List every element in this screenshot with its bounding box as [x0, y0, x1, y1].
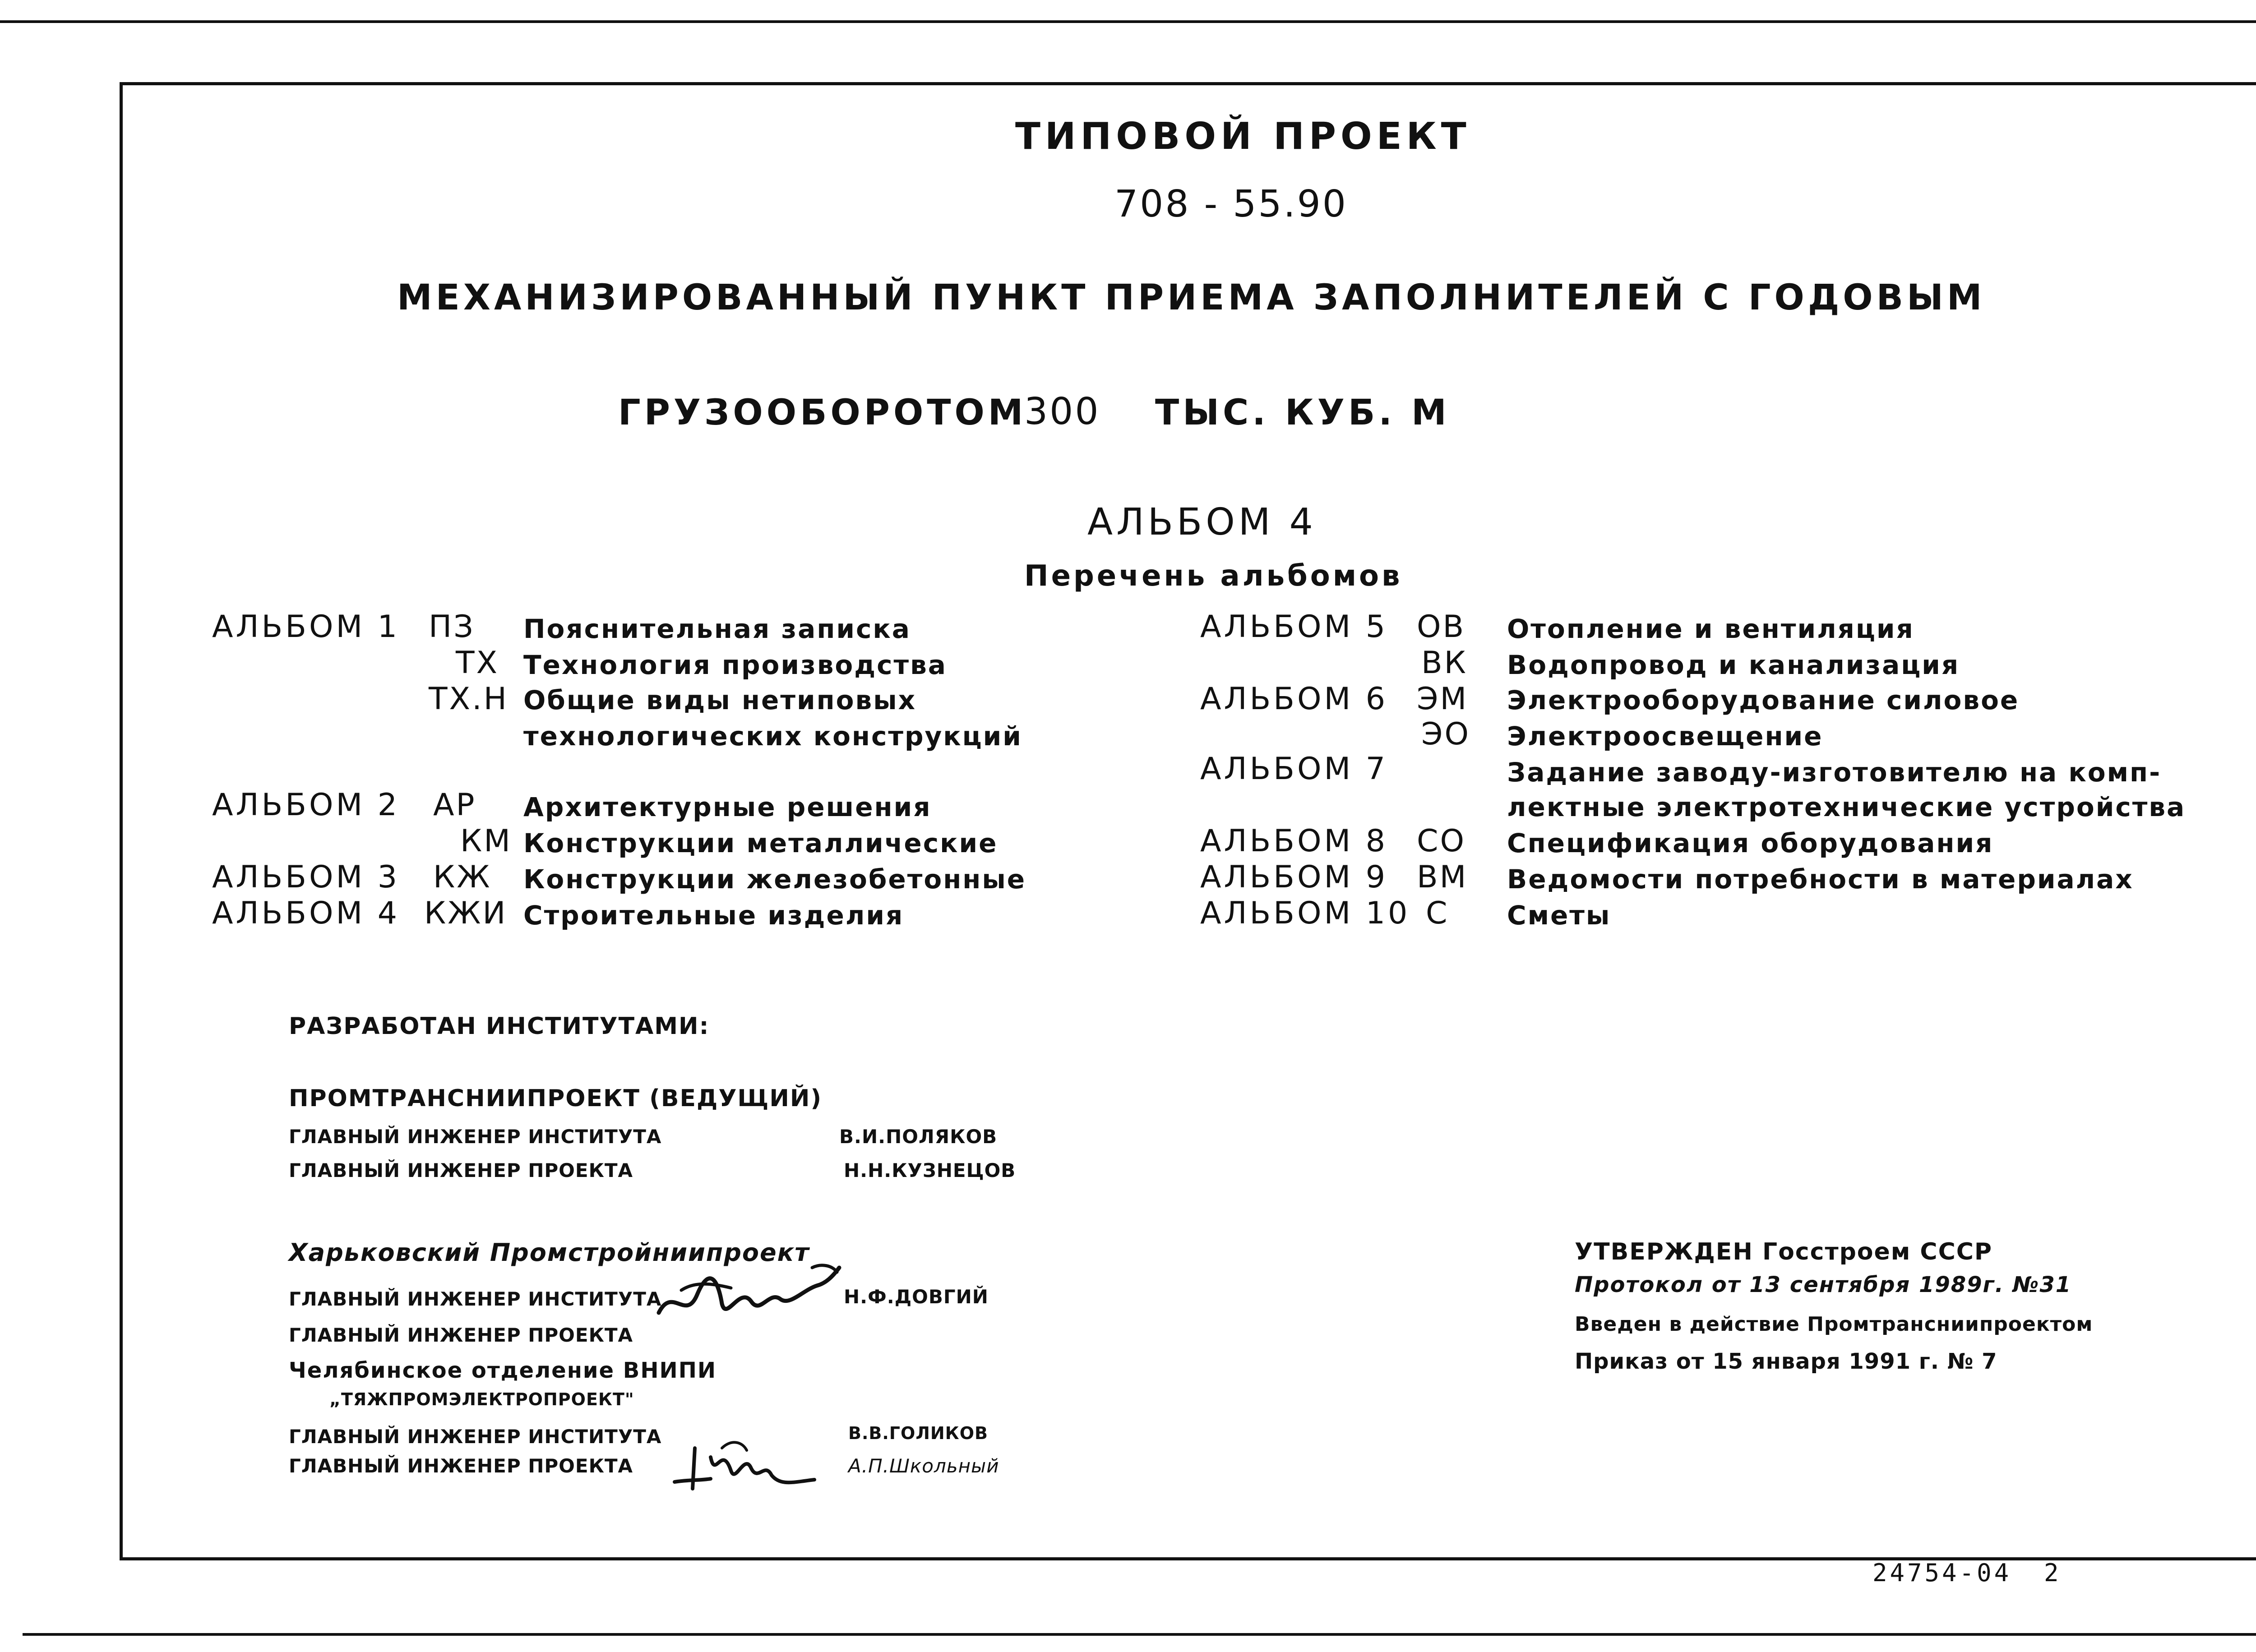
- project-name-line2c: ТЫС. КУБ. М: [1155, 392, 1450, 433]
- org3-subname: „ТЯЖПРОМЭЛЕКТРОПРОЕКТ": [329, 1389, 634, 1409]
- album-label: АЛЬБОМ 7: [1200, 751, 1388, 787]
- album-label: АЛЬБОМ 4: [212, 895, 400, 931]
- album-label: АЛЬБОМ 1: [212, 609, 400, 645]
- album-code: ВК: [1421, 645, 1468, 681]
- org1-person1: В.И.ПОЛЯКОВ: [839, 1126, 998, 1148]
- project-type-title: ТИПОВОЙ ПРОЕКТ: [1015, 115, 1471, 158]
- album-description: Спецификация оборудования: [1507, 828, 1994, 858]
- org1-role2: ГЛАВНЫЙ ИНЖЕНЕР ПРОЕКТА: [289, 1159, 633, 1181]
- album-description: Отопление и вентиляция: [1507, 614, 1914, 644]
- album-description: Сметы: [1507, 900, 1611, 931]
- sheet-number: 2: [2044, 1559, 2062, 1587]
- album-code: ТХ.Н: [429, 681, 509, 717]
- album-code: АР: [433, 787, 476, 823]
- album-code: КЖИ: [424, 895, 508, 931]
- album-label: АЛЬБОМ 9: [1200, 859, 1388, 895]
- album-description: Водопровод и канализация: [1507, 650, 1960, 680]
- org2-role1: ГЛАВНЫЙ ИНЖЕНЕР ИНСТИТУТА: [289, 1288, 662, 1310]
- album-description: Электроосвещение: [1507, 721, 1823, 752]
- signature-dovgiy: [654, 1259, 844, 1331]
- album-label: АЛЬБОМ 2: [212, 787, 400, 823]
- org3-person1: В.В.ГОЛИКОВ: [848, 1423, 989, 1443]
- org3-role2: ГЛАВНЫЙ ИНЖЕНЕР ПРОЕКТА: [289, 1455, 633, 1477]
- album-description: Ведомости потребности в материалах: [1507, 864, 2134, 895]
- album-code: ЭО: [1421, 716, 1471, 752]
- album-description: Технология производства: [523, 650, 947, 680]
- album-code: ТХ: [456, 645, 499, 681]
- sheet-bottom-line: [23, 1633, 2256, 1636]
- project-number: 708 - 55.90: [1114, 183, 1348, 226]
- album-description: Электрооборудование силовое: [1507, 685, 2020, 715]
- album-code: ЭМ: [1417, 681, 1469, 717]
- album-code: КМ: [460, 823, 512, 859]
- project-name-line2b: 300: [1024, 390, 1100, 433]
- album-title: АЛЬБОМ 4: [1087, 501, 1317, 544]
- album-description: лектные электротехнические устройства: [1507, 792, 2186, 822]
- album-code: КЖ: [433, 859, 492, 895]
- org3-person2: А.П.Школьный: [848, 1455, 999, 1477]
- album-label: АЛЬБОМ 5: [1200, 609, 1388, 645]
- album-description: Строительные изделия: [523, 900, 904, 931]
- album-code: ОВ: [1417, 609, 1466, 645]
- approval-line1: УТВЕРЖДЕН Госстроем СССР: [1575, 1238, 1993, 1265]
- album-description: Конструкции металлические: [523, 828, 998, 858]
- developers-heading: РАЗРАБОТАН ИНСТИТУТАМИ:: [289, 1013, 710, 1040]
- approval-line2: Протокол от 13 сентября 1989г. №31: [1575, 1272, 2072, 1297]
- album-description: Архитектурные решения: [523, 792, 932, 822]
- org2-person1: Н.Ф.ДОВГИЙ: [844, 1286, 989, 1308]
- album-description: Пояснительная записка: [523, 614, 911, 644]
- album-code: СО: [1417, 823, 1466, 859]
- signature-shkolny: [668, 1430, 821, 1498]
- album-description: технологических конструкций: [523, 721, 1022, 752]
- org2-role2: ГЛАВНЫЙ ИНЖЕНЕР ПРОЕКТА: [289, 1324, 633, 1346]
- approval-line4: Приказ от 15 января 1991 г. № 7: [1575, 1349, 1997, 1374]
- org1-role1: ГЛАВНЫЙ ИНЖЕНЕР ИНСТИТУТА: [289, 1126, 662, 1148]
- frame-top: [122, 82, 2256, 85]
- album-description: Общие виды нетиповых: [523, 685, 917, 715]
- org1-person2: Н.Н.КУЗНЕЦОВ: [844, 1159, 1016, 1181]
- sheet-top-line: [0, 20, 2256, 23]
- album-label: АЛЬБОМ 6: [1200, 681, 1388, 717]
- project-name-line1: МЕХАНИЗИРОВАННЫЙ ПУНКТ ПРИЕМА ЗАПОЛНИТЕЛЕЙ С ГОДОВЫМ: [397, 277, 1986, 318]
- album-code: С: [1426, 895, 1449, 931]
- album-description: Задание заводу-изготовителю на комп-: [1507, 757, 2162, 788]
- org1-name: ПРОМТРАНСНИИПРОЕКТ (ВЕДУЩИЙ): [289, 1085, 823, 1112]
- org2-name: Харьковский Промстройниипроект: [289, 1238, 810, 1267]
- album-code: ПЗ: [429, 609, 475, 645]
- album-description: Конструкции железобетонные: [523, 864, 1026, 895]
- album-list-heading: Перечень альбомов: [1024, 559, 1403, 593]
- document-id: 24754-04: [1872, 1559, 2012, 1587]
- frame-left: [120, 82, 123, 1560]
- org3-role1: ГЛАВНЫЙ ИНЖЕНЕР ИНСТИТУТА: [289, 1426, 662, 1448]
- org3-name: Челябинское отделение ВНИПИ: [289, 1358, 717, 1383]
- project-name-line2a: ГРУЗООБОРОТОМ: [618, 392, 1027, 433]
- album-label: АЛЬБОМ 10: [1200, 895, 1410, 931]
- approval-line3: Введен в действие Промтрансниипроектом: [1575, 1313, 2093, 1336]
- album-label: АЛЬБОМ 8: [1200, 823, 1388, 859]
- album-label: АЛЬБОМ 3: [212, 859, 400, 895]
- album-code: ВМ: [1417, 859, 1468, 895]
